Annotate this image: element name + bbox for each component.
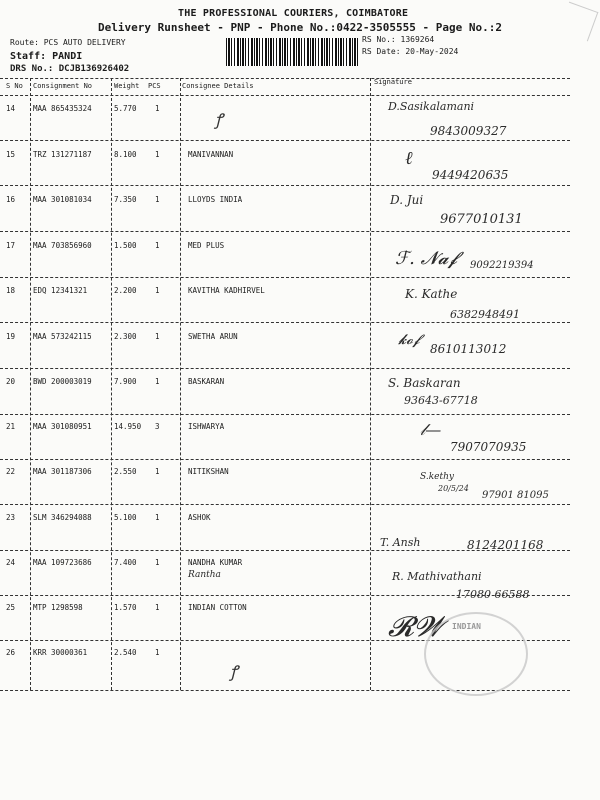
- row-pcs: 1: [155, 104, 160, 113]
- signature-phone: 93643-67718: [404, 394, 478, 407]
- row-consignee: ISHWARYA: [188, 422, 225, 431]
- row-rule: [0, 185, 570, 186]
- row-pcs: 3: [155, 422, 160, 431]
- row-pcs: 1: [155, 513, 160, 522]
- row-rule: [0, 140, 570, 141]
- signature-date: 20/5/24: [438, 484, 469, 493]
- row-consignment: MAA 703856960: [33, 241, 92, 250]
- signature-phone: 8124201168: [467, 538, 544, 552]
- row-weight: 7.900: [114, 377, 137, 386]
- row-rule: [0, 459, 570, 460]
- signature-glyph: S.kethy: [420, 472, 454, 482]
- col-header-sno: S No: [6, 82, 23, 90]
- signature-phone: 8610113012: [430, 342, 507, 356]
- signature-phone: 17080 66588: [456, 588, 530, 601]
- row-weight: 2.200: [114, 286, 137, 295]
- stamp-text: INDIAN: [452, 622, 481, 631]
- signature-glyph: ℓ: [405, 148, 413, 169]
- company-name: THE PROFESSIONAL COURIERS, COIMBATORE: [178, 8, 409, 19]
- row-weight: 5.770: [114, 104, 137, 113]
- row-consignment: MTP 1298598: [33, 603, 83, 612]
- row-pcs: 1: [155, 467, 160, 476]
- row-weight: 5.100: [114, 513, 137, 522]
- row-weight: 2.540: [114, 648, 137, 657]
- handwritten-mark: ꝭ: [215, 110, 223, 129]
- row-pcs: 1: [155, 332, 160, 341]
- row-pcs: 1: [155, 286, 160, 295]
- row-consignee: LLOYDS INDIA: [188, 195, 243, 204]
- rs-date: RS Date: 20-May-2024: [362, 47, 459, 56]
- row-pcs: 1: [155, 195, 160, 204]
- row-consignment: MAA 573242115: [33, 332, 92, 341]
- col-header-signature: Signature: [374, 78, 412, 86]
- signature-name: D. Jui: [390, 193, 424, 207]
- signature-phone: 9092219394: [470, 260, 534, 271]
- col-divider: [370, 78, 371, 690]
- signature-phone: 9843009327: [430, 124, 507, 138]
- row-pcs: 1: [155, 150, 160, 159]
- header-rule: [0, 95, 570, 96]
- row-consignee: MANIVANNAN: [188, 150, 234, 159]
- signature-name: T. Ansh: [380, 536, 421, 549]
- row-weight: 1.570: [114, 603, 137, 612]
- signature-name: S. Baskaran: [388, 376, 461, 390]
- row-consignment: MAA 301080951: [33, 422, 92, 431]
- col-divider: [30, 78, 31, 690]
- row-consignment: BWD 200003019: [33, 377, 92, 386]
- signature-name: K. Kathe: [405, 287, 458, 301]
- row-weight: 2.550: [114, 467, 137, 476]
- row-sno: 18: [6, 286, 16, 295]
- row-weight: 7.400: [114, 558, 137, 567]
- drs-number: DRS No.: DCJB136926402: [10, 64, 130, 74]
- row-sno: 15: [6, 150, 16, 159]
- row-sno: 23: [6, 513, 16, 522]
- route-label: Route: PCS AUTO DELIVERY: [10, 38, 126, 47]
- row-rule: [0, 504, 570, 505]
- row-weight: 14.950: [114, 422, 142, 431]
- row-sno: 24: [6, 558, 16, 567]
- row-pcs: 1: [155, 377, 160, 386]
- runsheet-title: Delivery Runsheet - PNP - Phone No.:0422-3505555 - Page No.:2: [98, 21, 502, 34]
- signature-phone: 7907070935: [450, 440, 527, 454]
- signature-phone: 9677010131: [440, 212, 523, 227]
- row-consignment: MAA 109723686: [33, 558, 92, 567]
- row-consignment: MAA 301187306: [33, 467, 92, 476]
- signature-glyph: 𝓡𝓦: [388, 610, 444, 643]
- row-consignee: INDIAN COTTON: [188, 603, 247, 612]
- col-divider: [180, 78, 181, 690]
- signature-phone: 97901 81095: [482, 490, 549, 501]
- row-sno: 20: [6, 377, 16, 386]
- row-sno: 19: [6, 332, 16, 341]
- col-header-pcs: PCS: [148, 82, 161, 90]
- row-rule: [0, 368, 570, 369]
- row-sno: 14: [6, 104, 16, 113]
- row-rule: [0, 277, 570, 278]
- row-consignee: BASKARAN: [188, 377, 225, 386]
- col-header-consignee: Consignee Details: [182, 82, 254, 90]
- signature-glyph: 𝓁—: [420, 420, 442, 439]
- rs-number: RS No.: 1369264: [362, 35, 435, 44]
- signature-name: R. Mathivathani: [392, 570, 482, 583]
- table-top-rule: [0, 78, 570, 79]
- row-sno: 17: [6, 241, 16, 250]
- row-consignment: EDQ 12341321: [33, 286, 88, 295]
- staff-label: Staff: PANDI: [10, 51, 83, 62]
- row-consignment: SLM 346294088: [33, 513, 92, 522]
- row-consignee: MED PLUS: [188, 241, 225, 250]
- col-header-weight: Weight: [114, 82, 140, 90]
- row-pcs: 1: [155, 603, 160, 612]
- handwritten-mark: ꝭ: [230, 662, 238, 681]
- row-weight: 2.300: [114, 332, 137, 341]
- row-consignment: MAA 865435324: [33, 104, 92, 113]
- row-consignee: SWETHA ARUN: [188, 332, 238, 341]
- row-consignee: ASHOK: [188, 513, 211, 522]
- row-sno: 16: [6, 195, 16, 204]
- row-consignment: TRZ 131271187: [33, 150, 92, 159]
- handwritten-note: Rantha: [188, 570, 221, 580]
- row-sno: 26: [6, 648, 16, 657]
- signature-name: D.Sasikalamani: [388, 100, 475, 113]
- row-consignee: NITIKSHAN: [188, 467, 229, 476]
- signature-glyph: ℱ. 𝓝𝓪𝓯: [395, 248, 458, 269]
- row-weight: 1.500: [114, 241, 137, 250]
- row-consignee: NANDHA KUMAR: [188, 558, 243, 567]
- signature-phone: 6382948491: [450, 308, 520, 321]
- page-corner-decoration: [559, 2, 599, 42]
- row-rule: [0, 414, 570, 415]
- row-sno: 25: [6, 603, 16, 612]
- row-rule: [0, 322, 570, 323]
- row-weight: 7.350: [114, 195, 137, 204]
- row-consignment: MAA 301081034: [33, 195, 92, 204]
- row-consignment: KRR 30000361: [33, 648, 88, 657]
- row-pcs: 1: [155, 241, 160, 250]
- row-sno: 22: [6, 467, 16, 476]
- barcode: [226, 38, 358, 66]
- col-header-consignment: Consignment No: [33, 82, 93, 90]
- signature-phone: 9449420635: [432, 168, 509, 182]
- row-pcs: 1: [155, 648, 160, 657]
- row-weight: 8.100: [114, 150, 137, 159]
- col-divider: [111, 78, 112, 690]
- signature-glyph: 𝓴𝓸𝓯: [398, 332, 420, 348]
- row-sno: 21: [6, 422, 16, 431]
- row-rule: [0, 231, 570, 232]
- row-pcs: 1: [155, 558, 160, 567]
- row-consignee: KAVITHA KADHIRVEL: [188, 286, 265, 295]
